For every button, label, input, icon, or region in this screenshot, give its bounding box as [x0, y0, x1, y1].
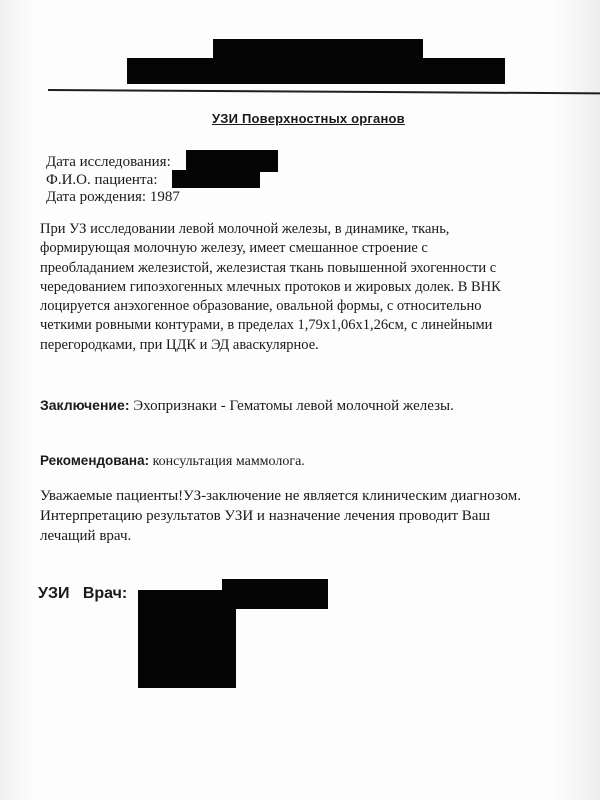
redacted-signature-stamp	[138, 590, 236, 688]
conclusion-text: Эхопризнаки - Гематомы левой молочной железы.	[133, 398, 454, 414]
birth-year-value: 1987	[149, 189, 180, 205]
patient-notice	[40, 486, 580, 546]
findings-line: преобладанием железистой, железистая ткань повышенной эхогенности с	[40, 259, 497, 276]
findings-line: лоцируется анэхогенное образование, овальной формы, с относительно	[40, 298, 482, 315]
header-divider	[48, 89, 600, 94]
patient-name-label: Ф.И.О. пациента:	[46, 172, 158, 188]
findings-text	[40, 220, 580, 355]
notice-line: Интерпретацию результатов УЗИ и назначение лечения проводит Ваш	[40, 508, 490, 524]
conclusion	[40, 397, 454, 415]
notice-line: лечащий врач.	[40, 528, 132, 544]
birth-date-label: Дата рождения:	[46, 189, 147, 205]
findings-line: При УЗ исследовании левой молочной железы, в динамике, ткань,	[40, 221, 450, 237]
doctor-signature-label: УЗИ Врач:	[38, 585, 128, 602]
findings-line: формирующая молочную железу, имеет смешанное строение с	[40, 240, 428, 257]
recommendation	[40, 453, 305, 470]
findings-line: чередованием гипоэхогенных млечных протоков и жировых долек. В ВНК	[40, 278, 501, 295]
birth-date-field	[46, 189, 180, 206]
notice-line: Уважаемые пациенты!УЗ-заключение не является клиническим диагнозом.	[40, 488, 522, 504]
redacted-doctor-name	[222, 579, 328, 609]
findings-line: перегородками, при ЦДК и ЭД аваскулярное.	[40, 336, 319, 353]
conclusion-label: Заключение:	[40, 397, 130, 413]
patient-name-field	[46, 172, 158, 189]
section-title: УЗИ Поверхностных органов	[212, 111, 405, 126]
study-date-field	[46, 154, 171, 171]
recommendation-text: консультация маммолога.	[152, 454, 305, 469]
findings-line: четкими ровными контурами, в пределах 1,79х1,06х1,26см, с линейными	[40, 317, 493, 334]
redacted-header-line-2	[127, 58, 505, 84]
study-date-label: Дата исследования:	[46, 154, 171, 170]
recommendation-label: Рекомендована:	[40, 453, 150, 468]
redacted-patient-name	[172, 170, 260, 188]
redacted-study-date	[186, 150, 278, 172]
